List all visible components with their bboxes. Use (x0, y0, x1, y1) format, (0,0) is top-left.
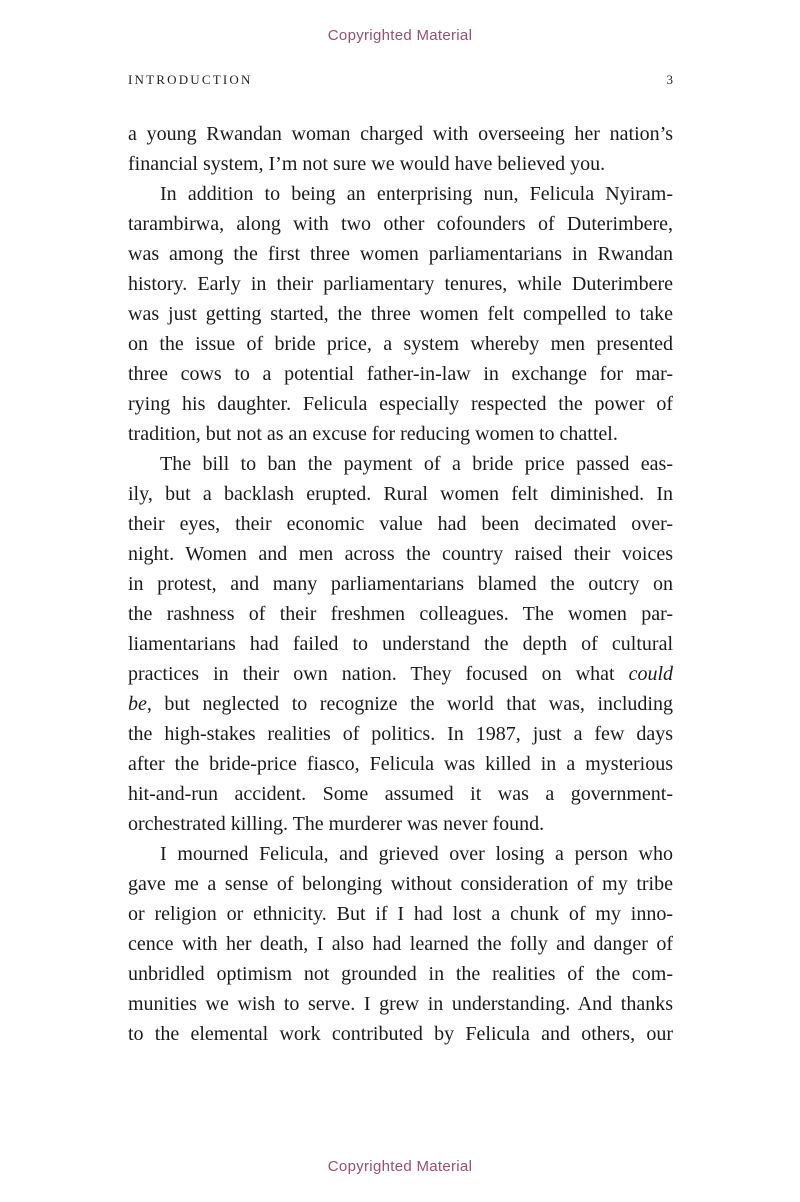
text-line: cence with her death, I also had learned the folly and danger of (128, 933, 673, 955)
text-line: unbridled optimism not grounded in the realities of the com- (128, 963, 673, 985)
text-line: or religion or ethnicity. But if I had lost a chunk of my inno- (128, 903, 673, 925)
text-line: history. Early in their parliamentary tenures, while Duterimbere (128, 273, 673, 295)
text-line: a young Rwandan woman charged with overseeing her nation’s (128, 123, 673, 145)
text-line: in protest, and many parliamentarians blamed the outcry on (128, 573, 673, 595)
text-line: practices in their own nation. They focused on what could (128, 663, 673, 685)
text-line: their eyes, their economic value had been decimated over- (128, 513, 673, 535)
running-head: INTRODUCTION (128, 72, 253, 87)
page-body (128, 119, 673, 1049)
text-line: was among the first three women parliamentarians in Rwandan (128, 243, 673, 265)
page-number: 3 (666, 72, 673, 87)
copyright-banner-bottom: Copyrighted Material (327, 1158, 473, 1175)
text-line: ily, but a backlash erupted. Rural women felt diminished. In (128, 483, 673, 505)
copyright-banner-top: Copyrighted Material (327, 27, 473, 44)
text-line: liamentarians had failed to understand the depth of cultural (128, 633, 673, 655)
text-line: the rashness of their freshmen colleagues. The women par- (128, 603, 673, 625)
text-line: In addition to being an enterprising nun, Felicula Nyiram- (160, 183, 673, 205)
paragraph (128, 179, 673, 449)
text-line: hit-and-run accident. Some assumed it was a government- (128, 783, 673, 805)
text-line: after the bride-price fiasco, Felicula was killed in a mysterious (128, 753, 673, 775)
text-line: tradition, but not as an excuse for reducing women to chattel. (128, 423, 618, 445)
text-line: to the elemental work contributed by Felicula and others, our (128, 1023, 673, 1045)
text-line: The bill to ban the payment of a bride price passed eas- (160, 453, 673, 475)
page-header (128, 72, 673, 88)
text-line: financial system, I’m not sure we would have believed you. (128, 153, 606, 175)
paragraph (128, 839, 673, 1049)
text-line: night. Women and men across the country raised their voices (128, 543, 673, 565)
text-line: on the issue of bride price, a system whereby men presented (128, 333, 673, 355)
text-line: rying his daughter. Felicula especially respected the power of (128, 393, 673, 415)
text-line: I mourned Felicula, and grieved over losing a person who (160, 843, 673, 865)
text-line: be, but neglected to recognize the world that was, including (128, 693, 673, 715)
paragraph (128, 119, 673, 179)
text-line: tarambirwa, along with two other cofounders of Duterimbere, (128, 213, 673, 235)
text-line: orchestrated killing. The murderer was never found. (128, 813, 545, 835)
text-line: munities we wish to serve. I grew in understanding. And thanks (128, 993, 673, 1015)
text-line: was just getting started, the three women felt compelled to take (128, 303, 673, 325)
text-line: three cows to a potential father-in-law in exchange for mar- (128, 363, 673, 385)
text-line: the high-stakes realities of politics. In 1987, just a few days (128, 723, 673, 745)
text-line: gave me a sense of belonging without consideration of my tribe (128, 873, 673, 895)
paragraph (128, 449, 673, 839)
